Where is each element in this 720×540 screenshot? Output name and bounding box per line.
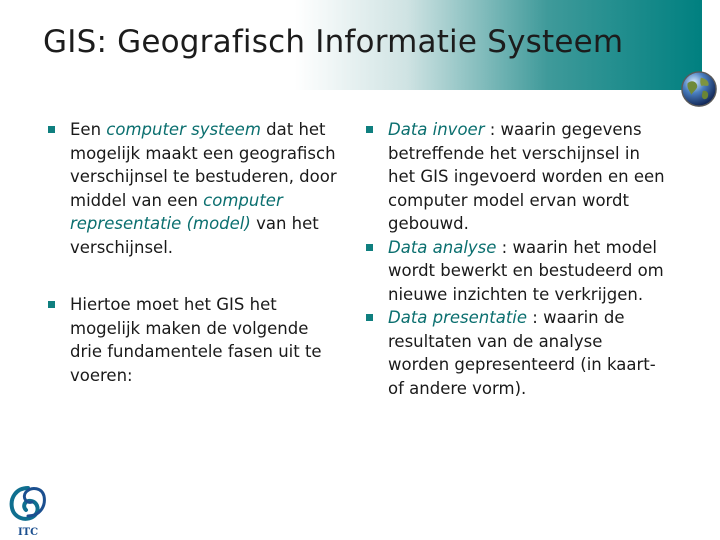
- bullet-item: [48, 293, 338, 387]
- left-bullet-list: [48, 118, 338, 387]
- bullet-item: [366, 118, 666, 236]
- bullet-text: dat het mogelijk maakt een geografisch verschijnsel te bestuderen, door middel van een: [70, 120, 337, 210]
- phase-description: : waarin het model wordt bewerkt en bestudeerd om nieuwe inzichten te verkrijgen.: [388, 237, 664, 304]
- slide-title: GIS: Geografisch Informatie Systeem: [43, 24, 624, 60]
- globe-icon: [680, 70, 718, 108]
- bullet-item: [366, 236, 666, 307]
- bullet-item: [48, 118, 338, 259]
- bullet-marker: [366, 244, 373, 251]
- bullet-text: Een: [70, 120, 107, 139]
- bullet-text: Hiertoe moet het GIS het mogelijk maken de volgende drie fundamentele fasen uit te voeren:: [70, 295, 322, 385]
- emphasis-term: computer systeem: [106, 120, 261, 139]
- emphasis-term: computer representatie (model): [70, 190, 283, 233]
- phase-description: : waarin gegevens betreffende het verschijnsel in het GIS ingevoerd worden en een computer model ervan wordt gebouwd.: [388, 120, 665, 233]
- bullet-text: van het verschijnsel.: [70, 214, 319, 257]
- phase-term: Data invoer: [388, 120, 485, 139]
- phase-description: : waarin de resultaten van de analyse worden gepresenteerd (in kaart- of andere vorm).: [388, 308, 656, 398]
- phase-term: Data analyse: [388, 237, 497, 257]
- itc-logo-icon: [4, 482, 52, 538]
- bullet-item: [366, 306, 666, 400]
- bullet-marker: [48, 126, 55, 133]
- right-bullet-list: [366, 118, 666, 400]
- bullet-marker: [366, 314, 373, 321]
- bullet-marker: [366, 126, 373, 133]
- phase-term: Data presentatie: [388, 308, 528, 327]
- bullet-marker: [48, 301, 55, 308]
- itc-logo-text: ITC: [17, 527, 39, 538]
